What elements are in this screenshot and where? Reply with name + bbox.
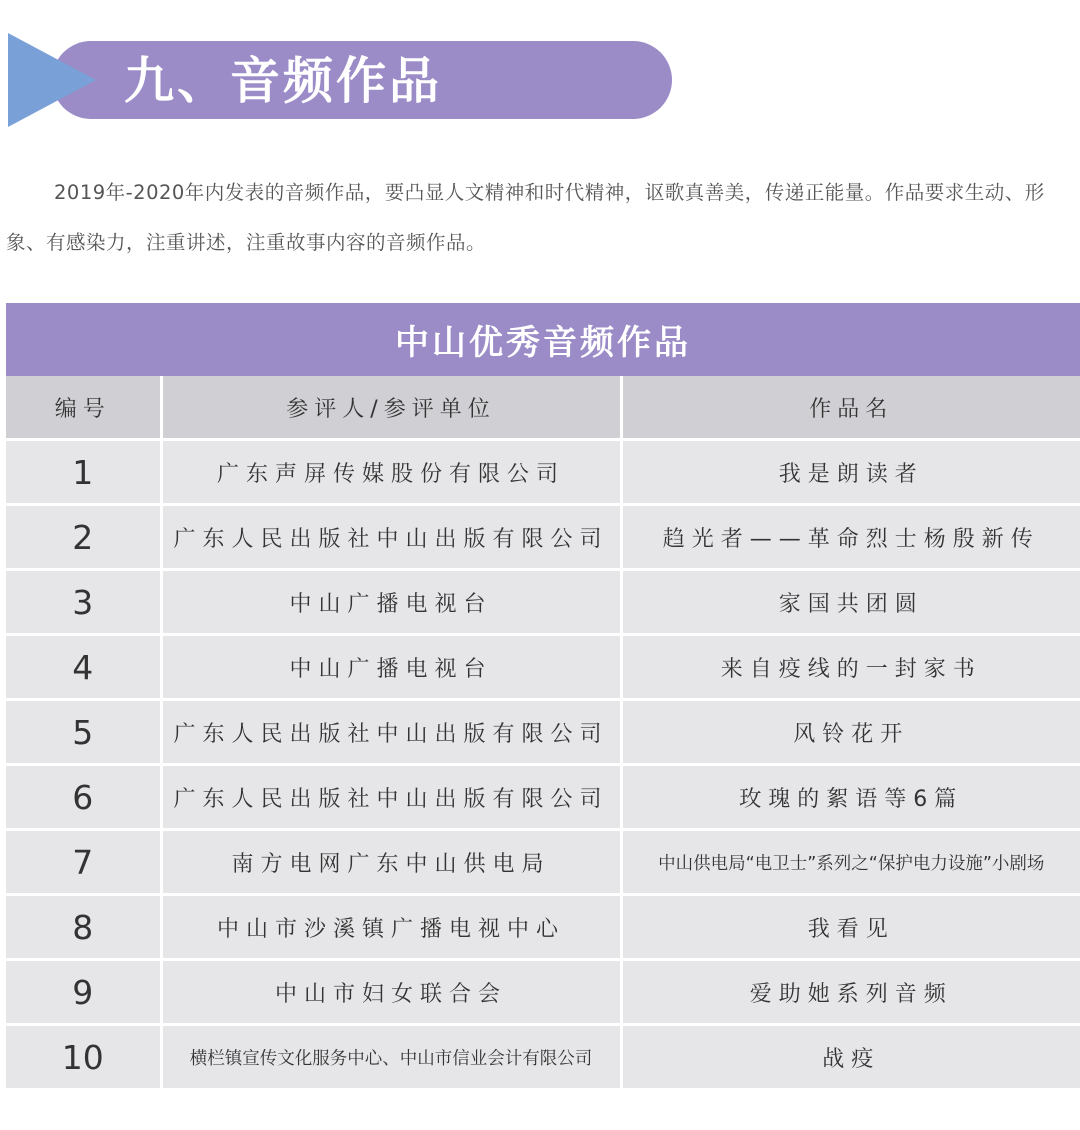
table-row [6, 1025, 1080, 1089]
table-row [6, 765, 1080, 830]
section-banner [0, 0, 1080, 140]
table-row [6, 570, 1080, 635]
row-work: 趋光者——革命烈士杨殷新传 [621, 505, 1080, 570]
row-unit: 横栏镇宣传文化服务中心、中山市信业会计有限公司 [161, 1025, 621, 1089]
row-work: 中山供电局“电卫士”系列之“保护电力设施”小剧场 [621, 830, 1080, 895]
row-unit: 中山广播电视台 [161, 570, 621, 635]
table-title-row [6, 303, 1080, 376]
row-unit: 广东声屏传媒股份有限公司 [161, 440, 621, 505]
row-number: 5 [6, 700, 161, 765]
table-header-row [6, 376, 1080, 440]
row-number: 4 [6, 635, 161, 700]
works-table [6, 303, 1080, 1088]
row-work: 我是朗读者 [621, 440, 1080, 505]
header-number: 编号 [6, 376, 161, 440]
row-number: 8 [6, 895, 161, 960]
table-row [6, 700, 1080, 765]
row-number: 10 [6, 1025, 161, 1089]
header-unit: 参评人/参评单位 [161, 376, 621, 440]
row-work: 家国共团圆 [621, 570, 1080, 635]
table-title: 中山优秀音频作品 [6, 303, 1080, 376]
row-unit: 中山市沙溪镇广播电视中心 [161, 895, 621, 960]
row-work: 爱助她系列音频 [621, 960, 1080, 1025]
row-unit: 广东人民出版社中山出版有限公司 [161, 505, 621, 570]
row-number: 2 [6, 505, 161, 570]
row-work: 战疫 [621, 1025, 1080, 1089]
row-unit: 南方电网广东中山供电局 [161, 830, 621, 895]
row-number: 3 [6, 570, 161, 635]
table-row [6, 895, 1080, 960]
row-work: 我看见 [621, 895, 1080, 960]
row-unit: 中山广播电视台 [161, 635, 621, 700]
table-row [6, 505, 1080, 570]
table-row [6, 960, 1080, 1025]
row-work: 来自疫线的一封家书 [621, 635, 1080, 700]
section-title: 九、音频作品 [124, 52, 442, 110]
intro-paragraph: 2019年-2020年内发表的音频作品，要凸显人文精神和时代精神，讴歌真善美，传递正能量。作品要求生动、形象、有感染力，注重讲述，注重故事内容的音频作品。 [6, 181, 1045, 254]
row-unit: 广东人民出版社中山出版有限公司 [161, 765, 621, 830]
triangle-arrow-icon [8, 33, 98, 129]
row-number: 9 [6, 960, 161, 1025]
row-work: 玫瑰的絮语等6篇 [621, 765, 1080, 830]
row-number: 6 [6, 765, 161, 830]
row-number: 7 [6, 830, 161, 895]
header-work: 作品名 [621, 376, 1080, 440]
row-unit: 广东人民出版社中山出版有限公司 [161, 700, 621, 765]
table-row [6, 440, 1080, 505]
row-number: 1 [6, 440, 161, 505]
row-work: 风铃花开 [621, 700, 1080, 765]
table-row [6, 635, 1080, 700]
table-row [6, 830, 1080, 895]
row-unit: 中山市妇女联合会 [161, 960, 621, 1025]
